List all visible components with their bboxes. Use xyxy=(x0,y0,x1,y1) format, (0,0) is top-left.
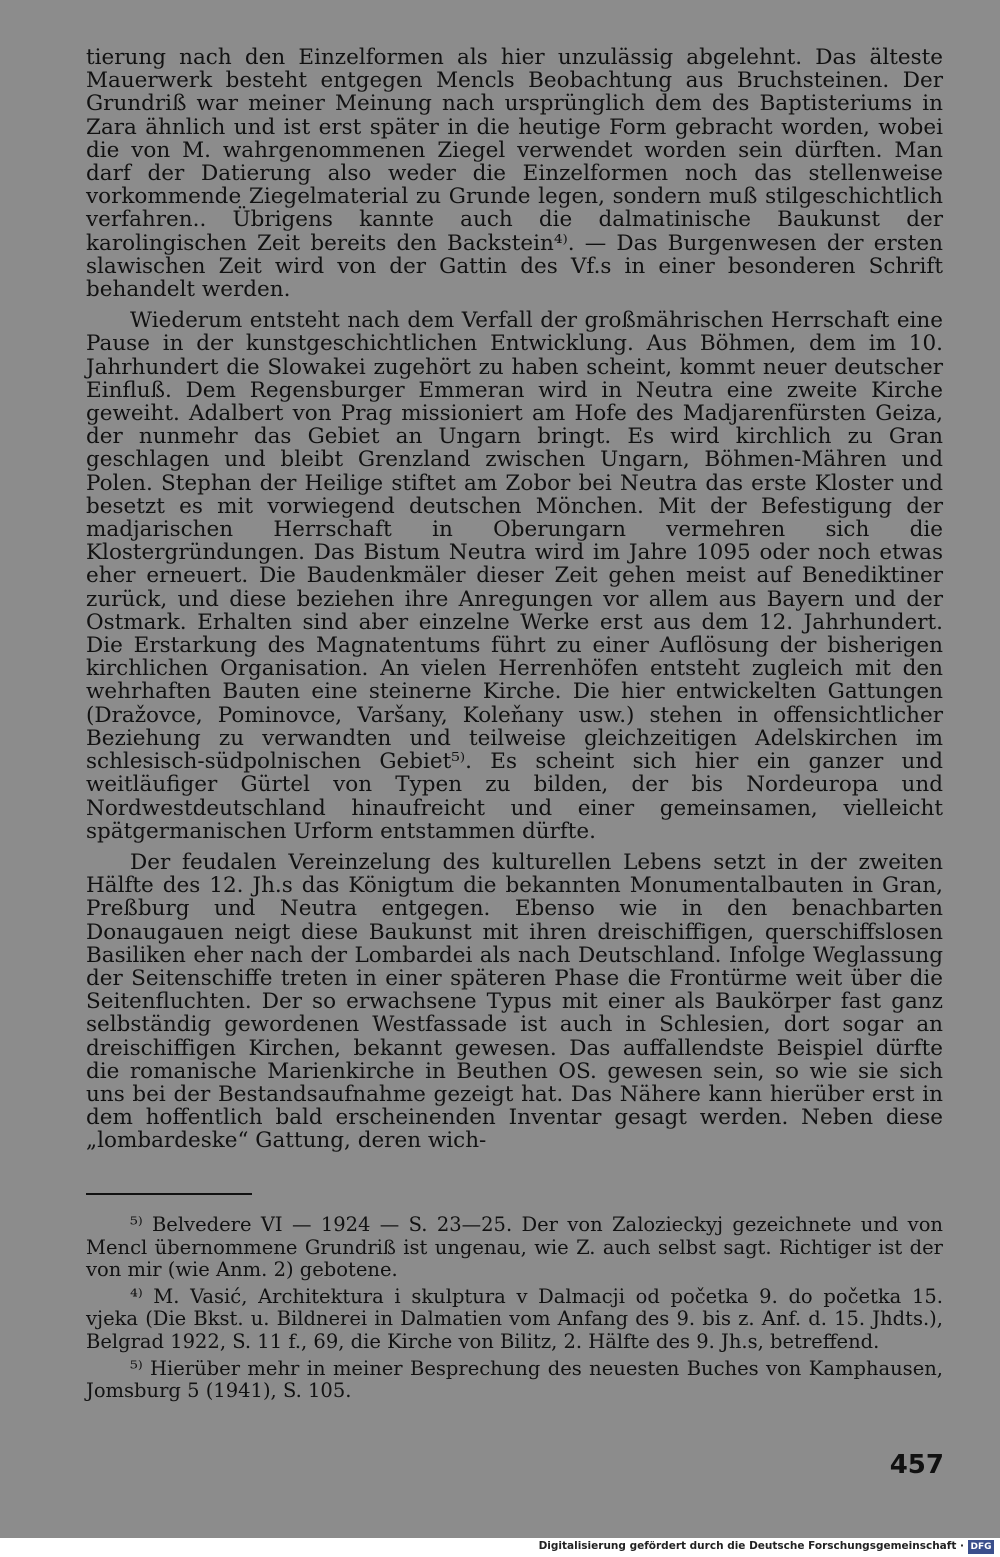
footnote-divider xyxy=(86,1193,252,1195)
paragraph-3: Der feudalen Vereinzelung des kulturellen Lebens setzt in der zweiten Hälfte des 12. Jh.s das Königtum die bekannten Monumentalbauten in Gran, Preßburg und Neutra entgegen. Ebenso wie in den benachbarten Donaugauen neigt diese Baukunst mit ihren dreischiffigen, querschiffslosen Basiliken eher nach der Lombardei als nach Deutschland. Infolge Weglassung der Seitenschiffe treten in einer späteren Phase die Frontürme weit über die Seitenfluchten. Der so erwachsene Typus mit einer als Baukörper fast ganz selbständig gewordenen Westfassade ist auch in Schlesien, dort sogar an dreischiffigen Kirchen, bekannt gewesen. Das auffallendste Beispiel dürfte die romanische Marienkirche in Beuthen OS. gewesen sein, so wie sie sich uns bei der Bestandsaufnahme gezeigt hat. Das Nähere kann hierüber erst in dem hoffentlich bald erscheinenden Inventar gesagt werden. Neben diese „lombardeske“ Gattung, deren wich- xyxy=(86,849,943,1154)
paragraph-1: tierung nach den Einzelformen als hier unzulässig abgelehnt. Das älteste Mauerwerk besteht entgegen Mencls Beobachtung aus Bruchsteinen. Der Grundriß war meiner Meinung nach ursprünglich dem des Baptisteriums in Zara ähnlich und ist erst später in die heutige Form gebracht worden, wobei die von M. wahrgenommenen Ziegel verwendet worden sein dürften. Man darf der Datierung also weder die Einzelformen noch das stellenweise vorkommende Ziegelmaterial zu Grunde legen, sondern muß stilgeschichtlich verfahren.. Übrigens kannte auch die dalmatinische Baukunst der karolingischen Zeit bereits den Backstein⁴⁾. — Das Burgenwesen der ersten slawischen Zeit wird von der Gattin des Vf.s in einer besonderen Schrift behandelt werden. xyxy=(86,45,943,303)
digitization-footer xyxy=(0,1538,1000,1557)
footnote-3: ⁵⁾ Belvedere VI — 1924 — S. 23—25. Der von Zalozieckyj gezeichnete und von Mencl übernommene Grundriß ist ungenau, wie Z. auch selbst sagt. Richtiger ist der von mir (wie Anm. 2) gebotene. xyxy=(86,1213,943,1282)
footnote-4: ⁴⁾ M. Vasić, Architektura i skulptura v Dalmacji od početka 9. do početka 15. vjeka (Die Bkst. u. Bildnerei in Dalmatien vom Anfang des 9. bis z. Anf. d. 15. Jhdts.), Belgrad 1922, S. 11 f., 69, die Kirche von Bilitz, 2. Hälfte des 9. Jh.s, betreffend. xyxy=(86,1284,943,1353)
footnote-5: ⁵⁾ Hierüber mehr in meiner Besprechung des neuesten Buches von Kamphausen, Jomsburg 5 (1941), S. 105. xyxy=(86,1356,943,1403)
main-text xyxy=(86,46,943,1153)
footnotes xyxy=(86,1214,943,1407)
funding-credit: Digitalisierung gefördert durch die Deutsche Forschungsgemeinschaft · xyxy=(538,1540,964,1552)
page-number: 457 xyxy=(889,1450,944,1480)
dfg-logo-icon: DFG xyxy=(968,1540,994,1554)
paragraph-2: Wiederum entsteht nach dem Verfall der großmährischen Herrschaft eine Pause in der kunstgeschichtlichen Entwicklung. Aus Böhmen, dem im 10. Jahrhundert die Slowakei zugehört zu haben scheint, kommt neuer deutscher Einfluß. Dem Regensburger Emmeran wird in Neutra eine zweite Kirche geweiht. Adalbert von Prag missioniert am Hofe des Madjarenfürsten Geiza, der nunmehr das Gebiet an Ungarn bringt. Es wird kirchlich zu Gran geschlagen und bleibt Grenzland zwischen Ungarn, Böhmen-Mähren und Polen. Stephan der Heilige stiftet am Zobor bei Neutra das erste Kloster und besetzt es mit vorwiegend deutschen Mönchen. Mit der Befestigung der madjarischen Herrschaft in Oberungarn vermehren sich die Klostergründungen. Das Bistum Neutra wird im Jahre 1095 oder noch etwas eher erneuert. Die Baudenkmäler dieser Zeit gehen meist auf Benediktiner zurück, und diese beziehen ihre Anregungen vor allem aus Bayern und der Ostmark. Erhalten sind aber einzelne Werke erst aus dem 12. Jahrhundert. Die Erstarkung des Magnatentums führt zu einer Auflösung der bisherigen kirchlichen Organisation. An vielen Herrenhöfen entsteht zugleich mit den wehrhaften Bauten eine steinerne Kirche. Die hier entwickelten Gattungen (Dražovce, Pominovce, Varšany, Koleňany usw.) stehen in offensichtlicher Beziehung zu verwandten und teilweise gleichzeitigen Adelskirchen im schlesisch-südpolnischen Gebiet⁵⁾. Es scheint sich hier ein ganzer und weitläufiger Gürtel von Typen zu bilden, der bis Nordeuropa und Nordwestdeutschland hinaufreicht und einer gemeinsamen, vielleicht spätgermanischen Urform entstammen dürfte. xyxy=(86,308,943,844)
